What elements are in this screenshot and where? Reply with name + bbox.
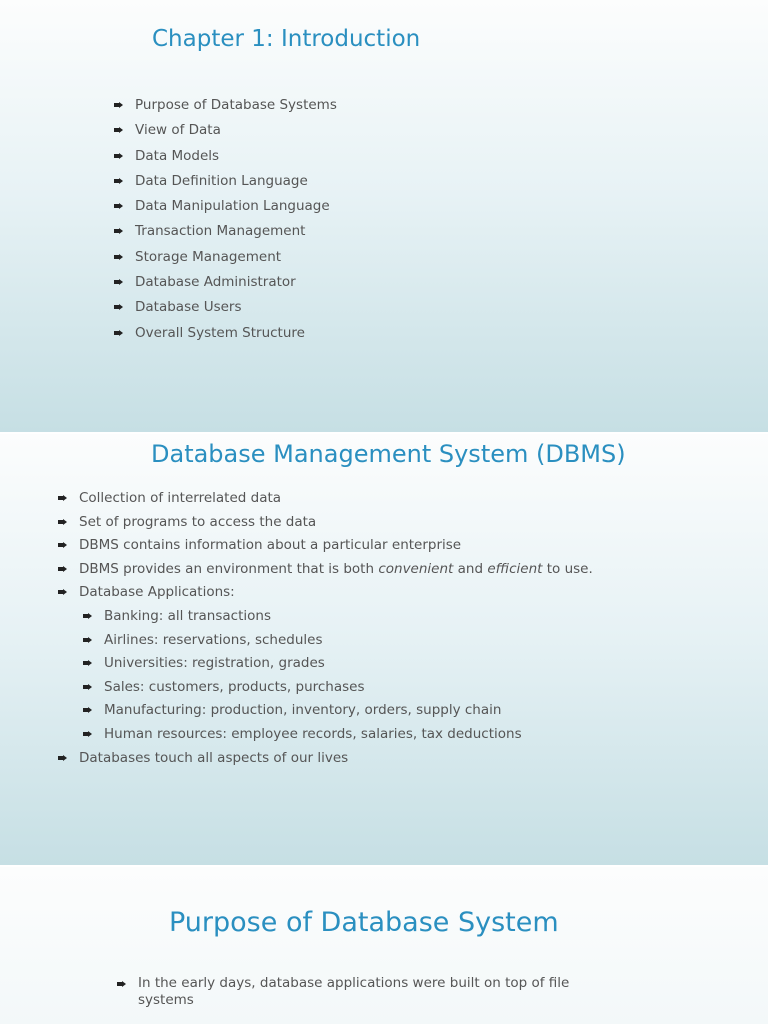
topic-list [135,93,337,346]
list-item-text: View of Data [135,122,221,139]
list-item [138,975,598,1009]
arrow-bullet-icon [114,102,123,108]
sub-list-item [79,629,593,653]
list-item [79,747,593,771]
list-item-text: Manufacturing: production, inventory, orders, supply chain [104,702,502,719]
sub-list-item [79,699,593,723]
list-item-text: Banking: all transactions [104,607,271,624]
list-item-text: DBMS contains information about a particular enterprise [79,537,462,554]
arrow-bullet-icon [114,153,123,159]
list-item-text: Data Definition Language [135,172,308,189]
slide-title: Database Management System (DBMS) [151,440,626,468]
slide-introduction [0,0,768,432]
list-item [135,118,337,143]
sub-list-item [79,605,593,629]
list-item-text: Transaction Management [135,223,306,240]
arrow-bullet-icon [58,542,67,548]
list-item [135,144,337,169]
list-item [79,581,593,605]
list-item-text: Storage Management [135,248,282,265]
arrow-bullet-icon [58,566,67,572]
env-emphasis-efficient: efficient [487,560,543,577]
list-item-text: Sales: customers, products, purchases [104,678,365,695]
list-item [135,295,337,320]
list-item-text: Database Applications: [79,584,235,601]
sub-list-item [79,676,593,700]
arrow-bullet-icon [114,228,123,234]
arrow-bullet-icon [83,707,92,713]
list-item-text: Data Models [135,147,220,164]
arrow-bullet-icon [114,178,123,184]
env-text-mid: and [453,560,488,577]
arrow-bullet-icon [83,684,92,690]
dbms-list [79,487,593,770]
list-item-text: Airlines: reservations, schedules [104,631,323,648]
list-item [135,194,337,219]
list-item [135,245,337,270]
list-item [79,558,593,582]
arrow-bullet-icon [58,589,67,595]
arrow-bullet-icon [117,981,126,987]
list-item-text: Database Users [135,299,242,316]
list-item-text: Purpose of Database Systems [135,97,337,113]
list-item [79,511,593,535]
slide-title: Purpose of Database System [169,907,559,938]
arrow-bullet-icon [114,279,123,285]
list-item-text: In the early days, database applications were built on top of file systems [138,975,570,1008]
list-item [135,219,337,244]
sub-list-item [79,652,593,676]
list-item [79,534,593,558]
list-item-text: Databases touch all aspects of our lives [79,749,349,766]
slide-title: Chapter 1: Introduction [152,26,421,52]
list-item-text: Collection of interrelated data [79,490,282,506]
slide-dbms [0,434,768,865]
arrow-bullet-icon [83,613,92,619]
slide-purpose [0,867,768,1024]
list-item-text: Set of programs to access the data [79,513,317,530]
list-item [135,321,337,346]
list-item-text: Data Manipulation Language [135,198,330,215]
arrow-bullet-icon [58,495,67,501]
arrow-bullet-icon [58,519,67,525]
arrow-bullet-icon [83,731,92,737]
arrow-bullet-icon [114,203,123,209]
arrow-bullet-icon [58,755,67,761]
purpose-list [138,975,598,1009]
list-item-text: Universities: registration, grades [104,655,325,672]
list-item [135,93,337,118]
arrow-bullet-icon [83,660,92,666]
env-text-post: to use. [542,560,593,577]
arrow-bullet-icon [114,304,123,310]
list-item-text: Database Administrator [135,274,296,291]
list-item [135,270,337,295]
arrow-bullet-icon [114,127,123,133]
sub-list-item [79,723,593,747]
list-item-text: Overall System Structure [135,324,305,341]
arrow-bullet-icon [83,637,92,643]
list-item [135,169,337,194]
list-item [79,487,593,511]
list-item-text: Human resources: employee records, salaries, tax deductions [104,725,522,742]
env-text-pre: DBMS provides an environment that is both [79,560,379,577]
arrow-bullet-icon [114,254,123,260]
env-emphasis-convenient: convenient [378,560,454,577]
arrow-bullet-icon [114,330,123,336]
